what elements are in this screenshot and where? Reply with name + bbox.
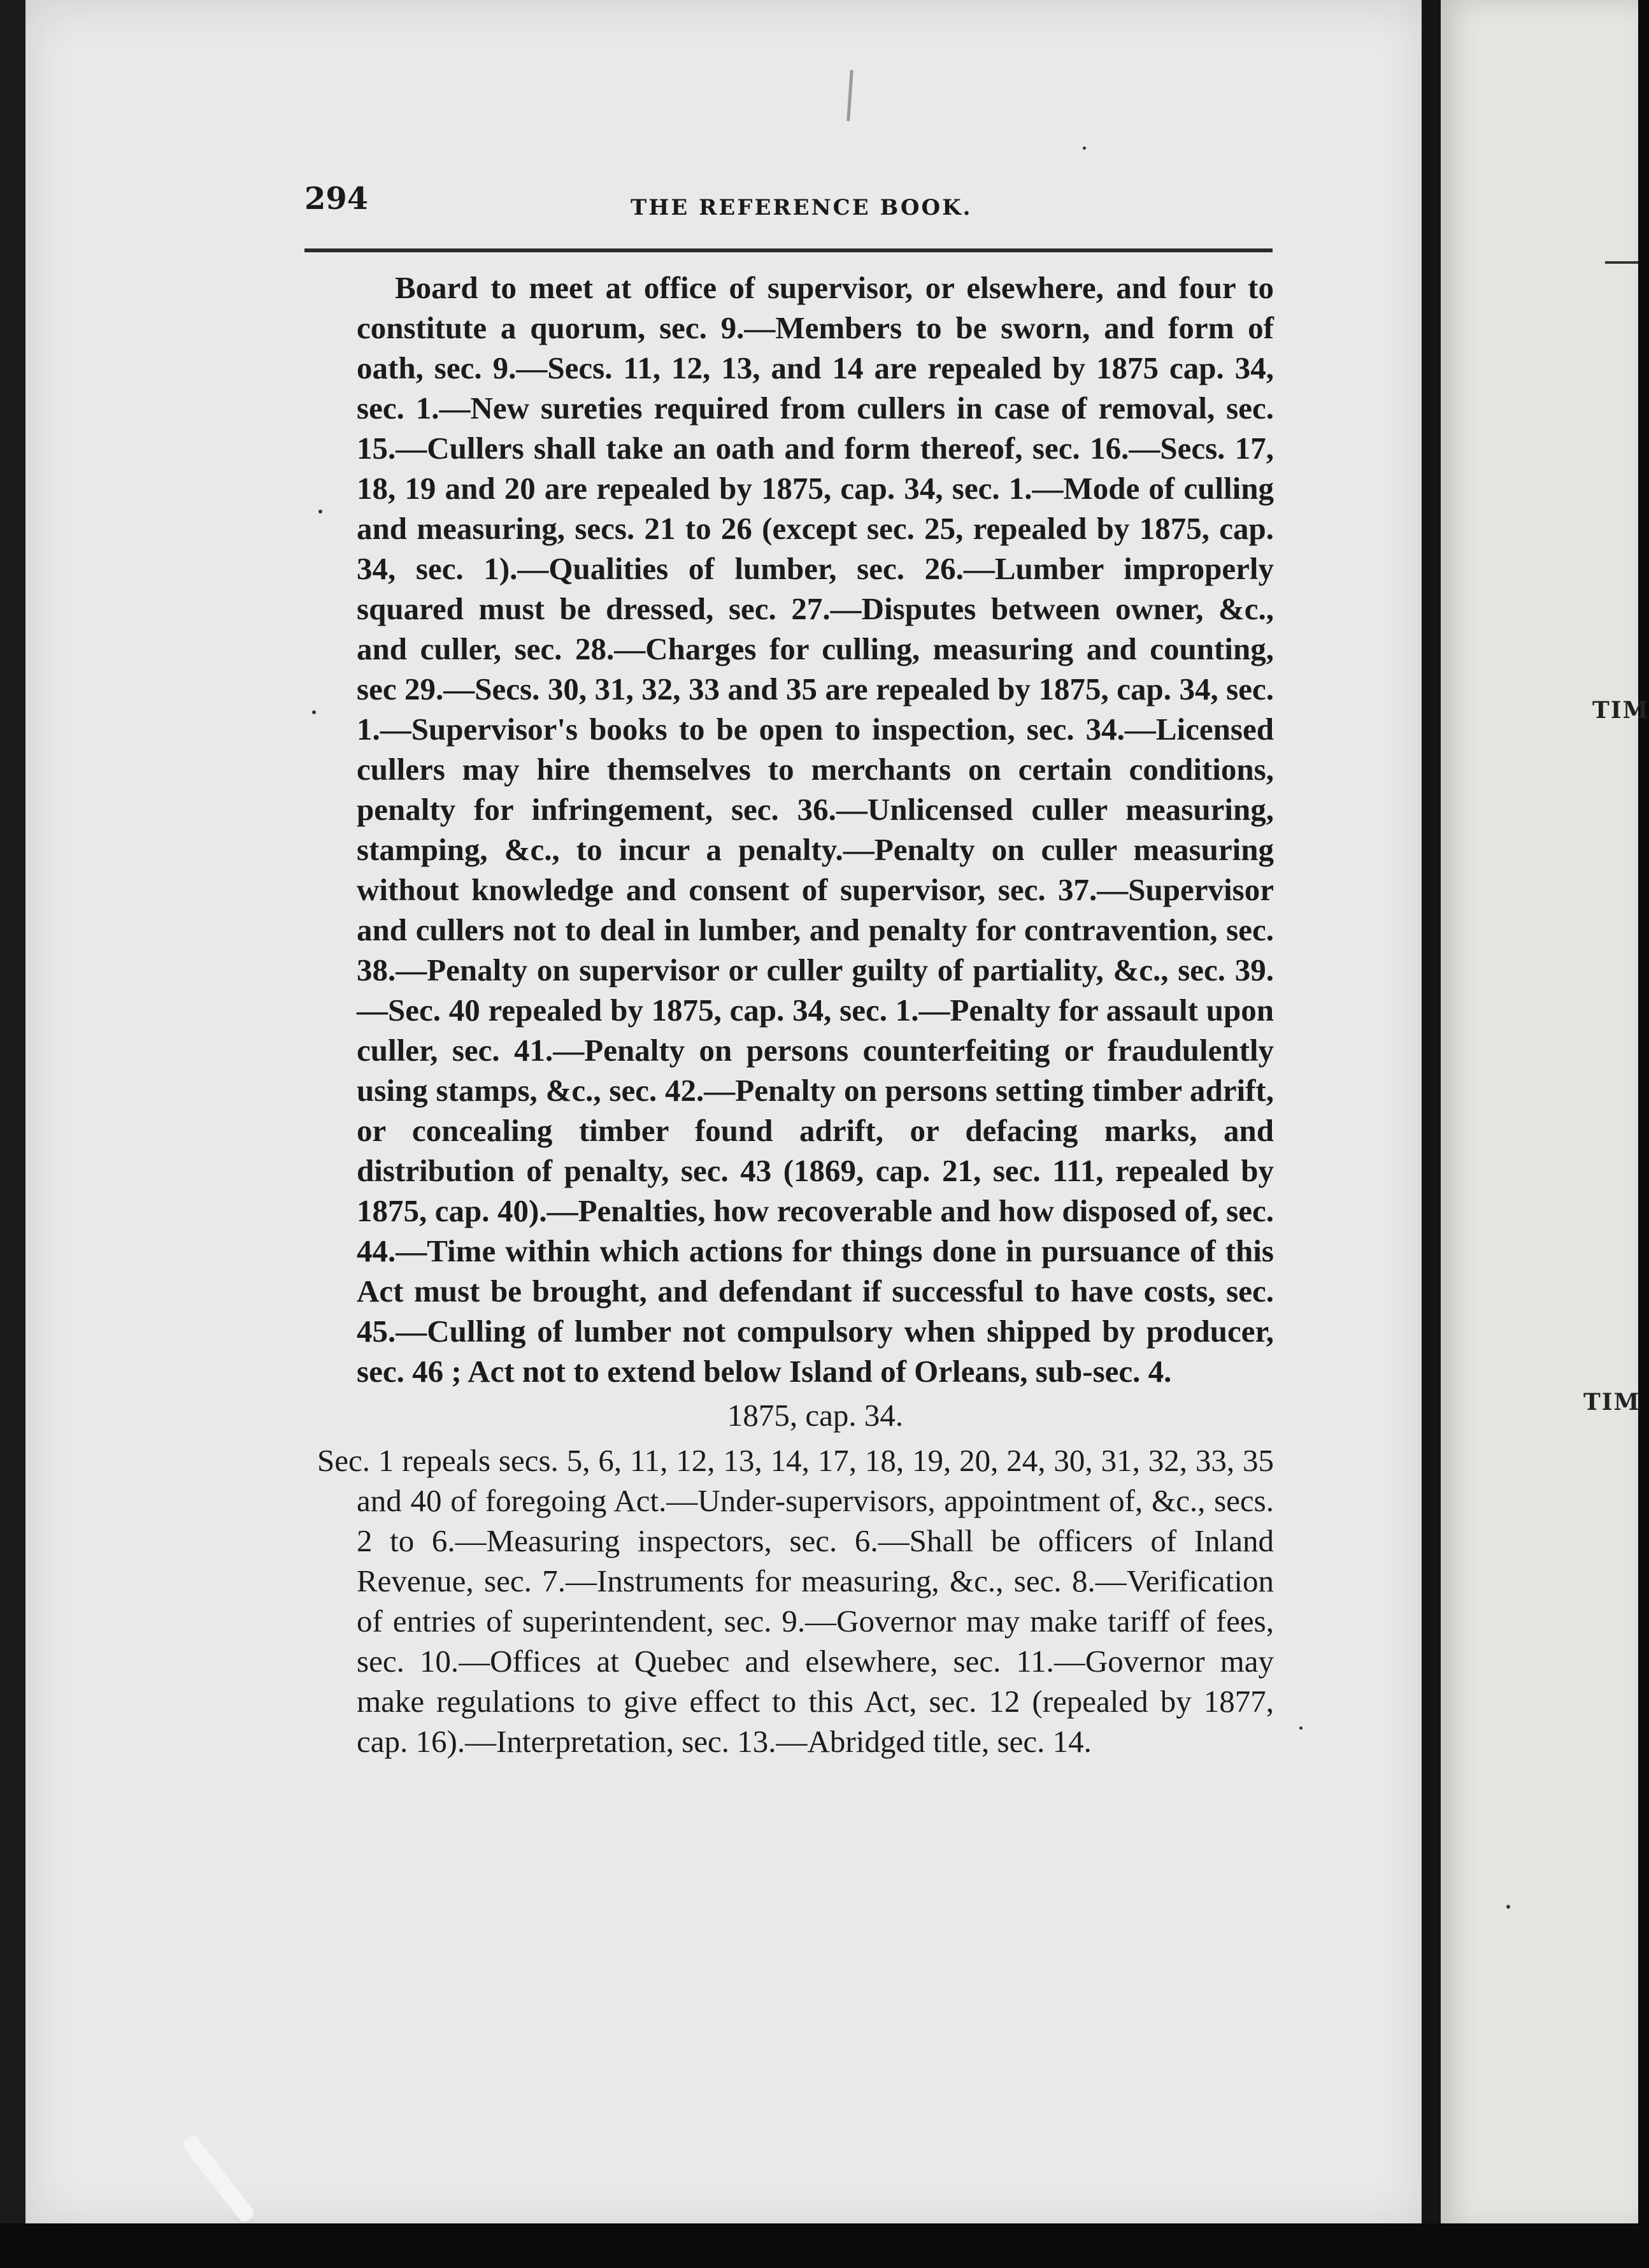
- scan-speck: [1299, 1726, 1303, 1730]
- scan-speck: [318, 510, 322, 513]
- page-text: [317, 268, 1274, 1762]
- adjacent-page-rule: [1605, 261, 1638, 264]
- left-page-edge: [0, 0, 28, 2268]
- section-subheading: 1875, cap. 34.: [727, 1398, 904, 1433]
- page-number: 294: [304, 181, 369, 217]
- adjacent-page-heading-fragment: TIM: [1583, 1389, 1641, 1416]
- adjacent-page: [1441, 0, 1641, 2230]
- scan-speck: [312, 710, 316, 714]
- paragraph-1875-amendments: Sec. 1 repeals secs. 5, 6, 11, 12, 13, 14, 17, 18, 19, 20, 24, 30, 31, 32, 33, 35 and 40 of foregoing Act.—Under-supervisors, appointment of, &c., secs. 2 to 6.—Measuring inspectors, sec. 6.—Shall be officers of Inland Revenue, sec. 7.—Instruments for measuring, &c., sec. 8.—Verification of entries of superintendent, sec. 9.—Governor may make tariff of fees, sec. 10.—Offices at Quebec and elsewhere, sec. 11.—Governor may make regulations to give effect to this Act, sec. 12 (repealed by 1877, cap. 16).—Interpretation, sec. 13.—Abridged title, sec. 14.: [317, 1443, 1274, 1759]
- running-title: THE REFERENCE BOOK.: [631, 195, 973, 220]
- book-gutter: [1422, 0, 1443, 2230]
- paragraph-act-summary: Board to meet at office of supervisor, or elsewhere, and four to constitute a quorum, sec. 9.—Members to be sworn, and form of oath, sec. 9.—Secs. 11, 12, 13, and 14 are repealed by 1875 cap. 34, sec. 1.—New sureties required from cullers in case of removal, sec. 15.—Cullers shall take an oath and form thereof, sec. 16.—Secs. 17, 18, 19 and 20 are repealed by 1875, cap. 34, sec. 1.—Mode of culling and measuring, secs. 21 to 26 (except sec. 25, repealed by 1875, cap. 34, sec. 1).—Qualities of lumber, sec. 26.—Lumber improperly squared must be dressed, sec. 27.—Disputes between owner, &c., and culler, sec. 28.—Charges for culling, measuring and counting, sec 29.—Secs. 30, 31, 32, 33 and 35 are repealed by 1875, cap. 34, sec. 1.—Supervisor's books to be open to inspection, sec. 34.—Licensed cullers may hire themselves to merchants on certain conditions, penalty for infringement, sec. 36.—Unlicensed culler measuring, stamping, &c., to incur a penalty.—Penalty on culler measuring without knowledge and consent of supervisor, sec. 37.—Supervisor and cullers not to deal in lumber, and penalty for contravention, sec. 38.—Penalty on supervisor or culler guilty of partiality, &c., sec. 39.—Sec. 40 repealed by 1875, cap. 34, sec. 1.—Penalty for assault upon culler, sec. 41.—Penalty on persons counterfeiting or fraudulently using stamps, &c., sec. 42.—Penalty on persons setting timber adrift, or concealing timber found adrift, or defacing marks, and distribution of penalty, sec. 43 (1869, cap. 21, sec. 111, repealed by 1875, cap. 40).—Penalties, how recoverable and how disposed of, sec. 44.—Time within which actions for things done in pursuance of this Act must be brought, and defendant if successful to have costs, sec. 45.—Culling of lumber not compulsory when shipped by producer, sec. 46 ; Act not to extend below Island of Orleans, sub-sec. 4.: [357, 270, 1274, 1389]
- header-rule: [304, 248, 1273, 252]
- adjacent-page-heading-fragment: TIM: [1592, 697, 1649, 724]
- scan-speck: [1083, 147, 1086, 150]
- scan-speck: [1506, 1905, 1510, 1909]
- bottom-page-edge: [0, 2223, 1638, 2268]
